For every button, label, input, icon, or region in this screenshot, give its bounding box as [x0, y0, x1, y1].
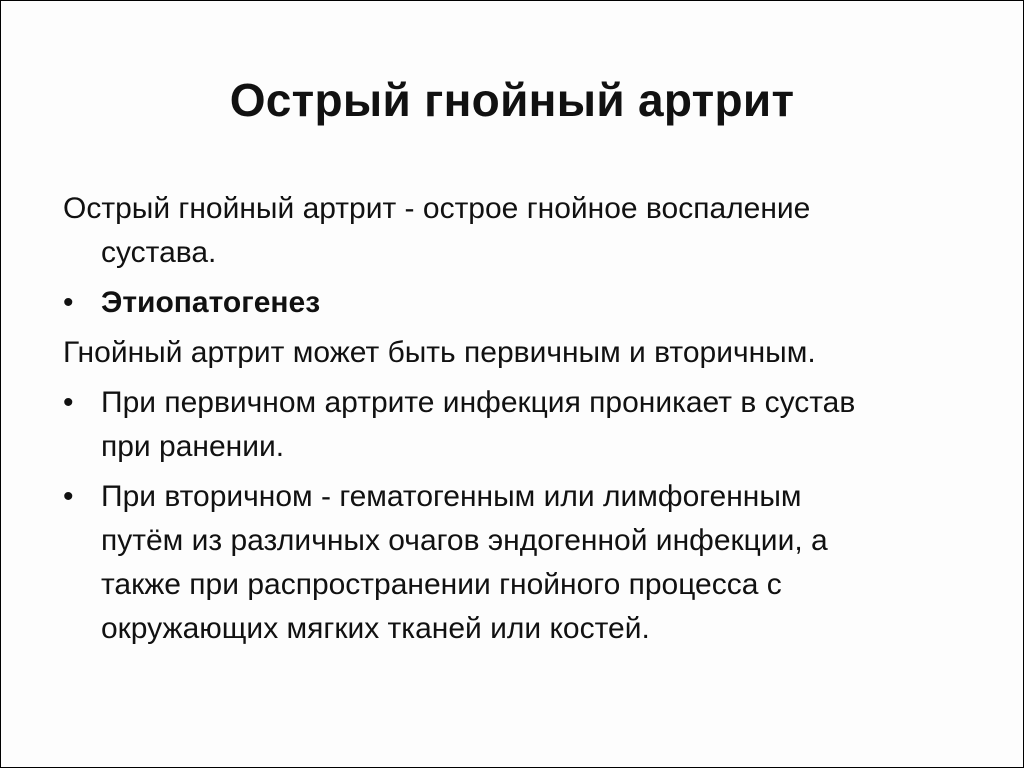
bullet-etiopathogenesis — [63, 281, 963, 325]
paragraph-line: Острый гнойный артрит - острое гнойное воспаление — [63, 192, 811, 225]
paragraph-definition — [63, 187, 963, 275]
bullet-marker: • — [63, 386, 74, 419]
paragraph-line: Гнойный артрит может быть первичным и вторичным. — [63, 336, 816, 369]
slide-title: Острый гнойный артрит — [229, 74, 795, 126]
bullet-primary-arthritis — [63, 381, 963, 469]
bullet-marker: • — [63, 286, 74, 319]
paragraph-line: при ранении. — [101, 430, 285, 463]
bullet-secondary-arthritis — [63, 475, 963, 651]
paragraph-line: окружающих мягких тканей или костей. — [101, 612, 650, 645]
bullet-marker: • — [63, 480, 74, 513]
paragraph-line: сустава. — [101, 236, 217, 269]
paragraph-line: При вторичном - гематогенным или лимфогенным — [101, 480, 802, 513]
paragraph-line: При первичном артрите инфекция проникает в сустав — [101, 386, 856, 419]
slide-body — [63, 187, 963, 657]
paragraph-classification — [63, 331, 963, 375]
paragraph-line: Этиопатогенез — [101, 286, 321, 319]
paragraph-line: также при распространении гнойного процесса с — [101, 568, 782, 601]
paragraph-line: путём из различных очагов эндогенной инфекции, а — [101, 524, 828, 557]
